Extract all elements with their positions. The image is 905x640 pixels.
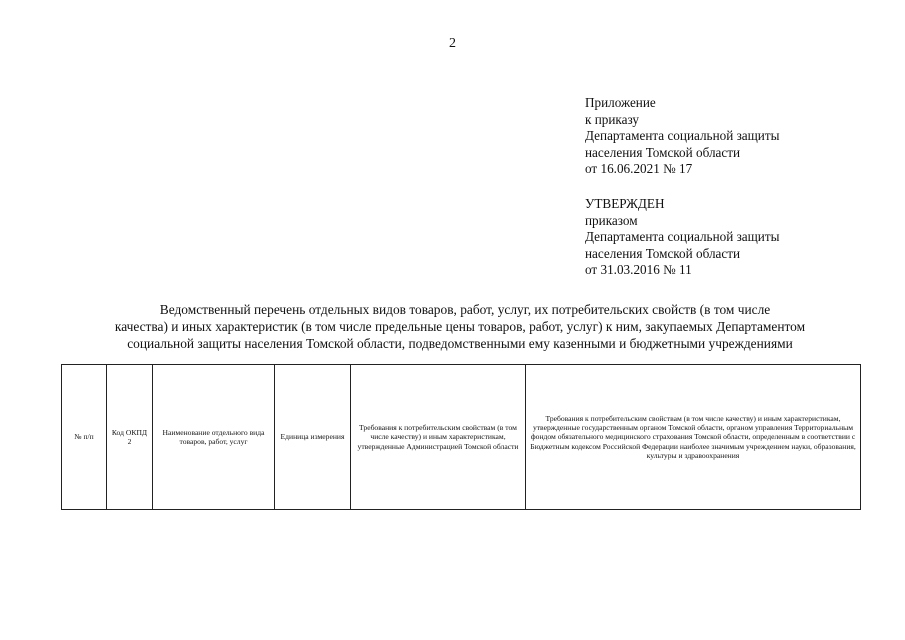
appendix-line: Приложение (585, 95, 656, 110)
document-title (60, 302, 860, 352)
header-cell-item-name: Наименование отдельного вида товаров, работ, услуг (153, 365, 275, 510)
list-table (61, 364, 861, 510)
appendix-line: Департамента социальной защиты (585, 128, 780, 144)
approved-line: УТВЕРЖДЕН (585, 196, 665, 211)
appendix-line: от 16.06.2021 № 17 (585, 161, 693, 177)
title-line: качества) и иных характеристик (в том числе предельные цены товаров, работ, услуг) к ним, закупаемых Департаментом (114, 318, 806, 334)
header-cell-agency-requirements: Требования к потребительским свойствам (в том числе качеству) и иным характеристикам, утвержденные государственным органом Томской области, органом управления Территориальным фондом обязательного медицинского страхования Томской области, определенным в соответствии с Бюджетным кодексом Российской Федерации наиболее значимым учреждением науки, образования, культуры и здравоохранения (526, 365, 861, 510)
appendix-block (585, 95, 779, 178)
approved-line: Департамента социальной защиты (585, 229, 780, 245)
title-line: Ведомственный перечень отдельных видов товаров, работ, услуг, их потребительских свойств (в том числе (159, 302, 771, 317)
title-line: социальной защиты населения Томской области, подведомственными ему казенными и бюджетными учреждениями (127, 335, 793, 351)
header-cell-unit: Единица измерения (275, 365, 351, 510)
approved-line: приказом (585, 212, 638, 228)
header-cell-number: № п/п (62, 365, 107, 510)
table-header-row (62, 365, 861, 510)
approved-line: населения Томской области (585, 245, 741, 261)
header-cell-okpd-code: Код ОКПД 2 (107, 365, 153, 510)
page-number: 2 (449, 36, 456, 51)
appendix-line: к приказу (585, 111, 639, 127)
appendix-line: населения Томской области (585, 144, 741, 160)
header-cell-admin-requirements: Требования к потребительским свойствам (в том числе качеству) и иным характеристикам, утвержденные Администрацией Томской области (351, 365, 526, 510)
approved-line: от 31.03.2016 № 11 (585, 262, 692, 278)
approved-block (585, 196, 779, 279)
